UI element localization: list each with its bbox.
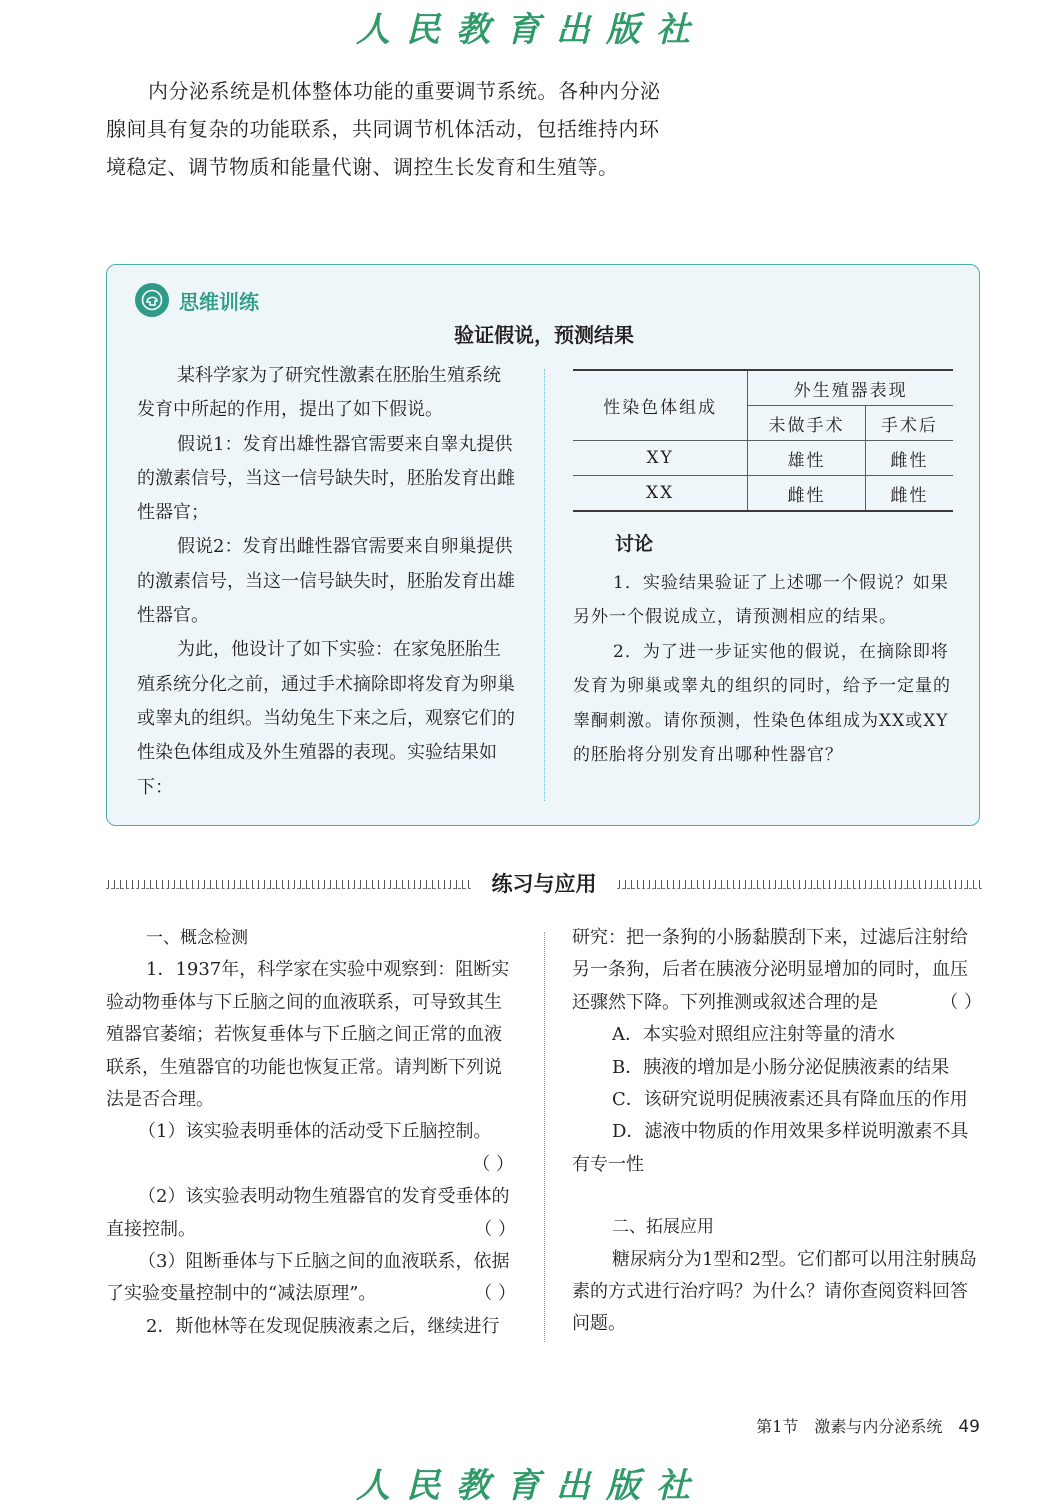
column-divider bbox=[544, 369, 545, 801]
discussion-question: 1．实验结果验证了上述哪一个假说？如果另外一个假说成立，请预测相应的结果。 bbox=[573, 572, 949, 627]
table-cell: 雌性 bbox=[865, 476, 953, 512]
page-footer bbox=[756, 1414, 980, 1437]
section-heading: 二、拓展应用 bbox=[612, 1217, 714, 1238]
table-cell: XY bbox=[573, 441, 748, 476]
question-2-stem-continued: 研究：把一条狗的小肠黏膜刮下来，过滤后注射给另一条狗，后者在胰液分泌明显增加的同时，血压还骤然下降。下列推测或叙述合理的是 （ ） bbox=[572, 922, 982, 1019]
thinking-header bbox=[135, 283, 259, 317]
question-2-stem: 2．斯他林等在发现促胰液素之后，继续进行 bbox=[146, 1315, 500, 1337]
column-divider bbox=[544, 932, 545, 1342]
question-1-stem: 1．1937年，科学家在实验中观察到：阻断实验动物垂体与下丘脑之间的血液联系，可导致其生殖器官萎缩；若恢复垂体与下丘脑之间正常的血液联系，生殖器官的功能也恢复正常。请判断下列说法是否合理。 bbox=[106, 959, 510, 1111]
practice-title: 练习与应用 bbox=[491, 872, 597, 896]
thinking-training-box bbox=[106, 264, 980, 826]
question-2-option[interactable]: D．滤液中物质的作用效果多样说明激素不具有专一性 bbox=[572, 1121, 969, 1175]
question-2-option[interactable]: C．该研究说明促胰液素还具有降血压的作用 bbox=[612, 1089, 968, 1111]
wavy-rule-right bbox=[617, 880, 982, 889]
hypothesis-text bbox=[137, 359, 517, 805]
hypothesis-paragraph: 假说1：发育出雄性器官需要来自睾丸提供的激素信号，当这一信号缺失时，胚胎发育出雌性器官； bbox=[137, 433, 515, 524]
question-2-option[interactable]: B．胰液的增加是小肠分泌促胰液素的结果 bbox=[612, 1056, 950, 1078]
table-row bbox=[573, 441, 953, 476]
question-1-item: （1）该实验表明垂体的活动受下丘脑控制。 bbox=[138, 1121, 492, 1143]
hypothesis-paragraph: 某科学家为了研究性激素在胚胎生殖系统发育中所起的作用，提出了如下假说。 bbox=[137, 365, 501, 421]
practice-right-column bbox=[572, 922, 982, 1341]
table-row bbox=[573, 476, 953, 512]
answer-paren[interactable]: （ ） bbox=[940, 991, 982, 1013]
intro-paragraph: 内分泌系统是机体整体功能的重要调节系统。各种内分泌腺间具有复杂的功能联系，共同调节机体活动，包括维持内环境稳定、调节物质和能量代谢、调控生长发育和生殖等。 bbox=[106, 79, 661, 179]
publisher-logo-top: 人民教育出版社 bbox=[356, 10, 706, 50]
table-header-no-surgery: 未做手术 bbox=[748, 406, 866, 441]
answer-paren[interactable]: （ ） bbox=[474, 1218, 516, 1240]
discussion-heading: 讨论 bbox=[615, 533, 654, 555]
answer-paren[interactable]: （ ） bbox=[472, 1153, 514, 1175]
section-heading: 一、概念检测 bbox=[146, 928, 248, 948]
question-1-item: （3）阻断垂体与下丘脑之间的血液联系，依据了实验变量控制中的“减法原理”。 （ ） bbox=[106, 1246, 516, 1311]
practice-left-column bbox=[106, 922, 516, 1343]
question-1-item: （2）该实验表明动物生殖器官的发育受垂体的直接控制。 （ ） bbox=[106, 1181, 516, 1246]
discussion-question: 2．为了进一步证实他的假说，在摘除即将发育为卵巢或睾丸的组织的同时，给予一定量的睾酮刺激。请你预测，性染色体组成为XX或XY的胚胎将分别发育出哪种性器官？ bbox=[573, 641, 951, 765]
footer-section-title: 第1节 激素与内分泌系统 bbox=[756, 1417, 943, 1436]
table-cell: XX bbox=[573, 476, 748, 512]
table-cell: 雄性 bbox=[748, 441, 866, 476]
table-header-karyotype: 性染色体组成 bbox=[573, 370, 748, 441]
practice-header bbox=[106, 866, 982, 902]
extension-question: 糖尿病分为1型和2型。它们都可以用注射胰岛素的方式进行治疗吗？为什么？请你查阅资料回答问题。 bbox=[572, 1248, 977, 1335]
table-cell: 雌性 bbox=[748, 476, 866, 512]
thinking-label: 思维训练 bbox=[179, 289, 259, 314]
brain-icon bbox=[135, 283, 169, 317]
table-cell: 雌性 bbox=[865, 441, 953, 476]
answer-paren[interactable]: （ ） bbox=[474, 1283, 516, 1305]
question-2-option[interactable]: A．本实验对照组应注射等量的清水 bbox=[612, 1024, 895, 1046]
thinking-title: 验证假说，预测结果 bbox=[454, 323, 634, 347]
table-header-external-genitalia: 外生殖器表现 bbox=[748, 370, 953, 406]
publisher-logo-bottom: 人民教育出版社 bbox=[356, 1466, 706, 1506]
hypothesis-paragraph: 为此，他设计了如下实验：在家兔胚胎生殖系统分化之前，通过手术摘除即将发育为卵巢或睾丸的组织。当幼兔生下来之后，观察它们的性染色体组成及外生殖器的表现。实验结果如下： bbox=[137, 639, 515, 798]
hypothesis-paragraph: 假说2：发育出雌性器官需要来自卵巢提供的激素信号，当这一信号缺失时，胚胎发育出雄性器官。 bbox=[137, 536, 515, 627]
experiment-results-table bbox=[573, 369, 953, 512]
page-number: 49 bbox=[958, 1417, 980, 1437]
table-header-after-surgery: 手术后 bbox=[865, 406, 953, 441]
discussion-section bbox=[573, 527, 957, 773]
